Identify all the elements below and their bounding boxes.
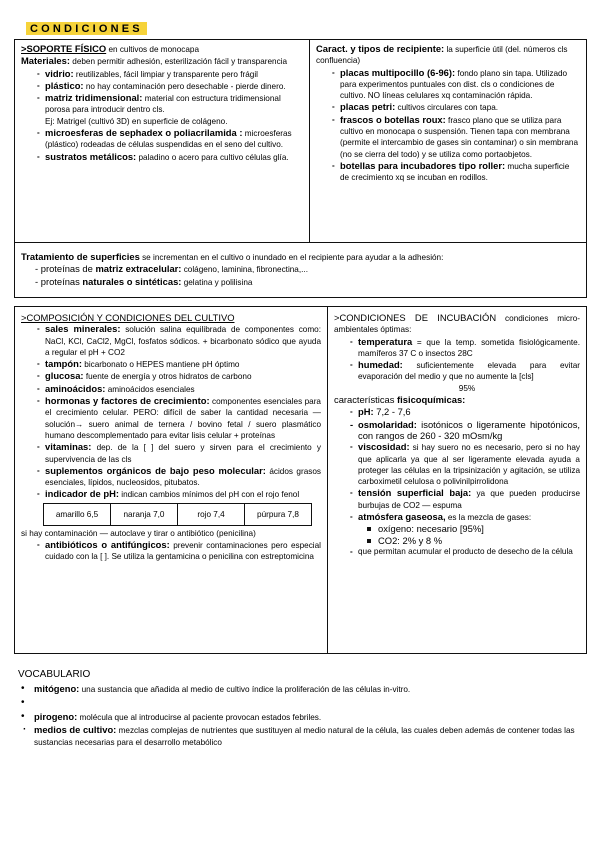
ph-item: - pH: 7,2 - 7,6 [334, 406, 580, 418]
hormonas-item: - hormonas y factores de crecimiento: componentes esenciales para el crecimiento celular. PERO: difícil de saber la cantidad necesaria — solución→ suero animal de ternera / bovino fetal / suero plasmático humano descomplementado para evitar lisis celular + proteínas [21, 395, 321, 441]
tratamiento-heading: Tratamiento de superficies [21, 251, 140, 262]
microesferas-item: - microesferas de sephadex o poliacrilamida : microesferas (plástico) rodeadas de células suspendidas en el seno del cultivo. [21, 127, 303, 151]
atmosfera-item: - atmósfera gaseosa, es la mezcla de gases: [334, 511, 580, 523]
mitogeno-item: • mitógeno: una sustancia que añadida al medio de cultivo índice la proliferación de las células in-vitro. [18, 682, 584, 697]
tratamiento-item-matriz: - proteínas de matriz extracelular: colágeno, laminina, fibronectina,... [35, 263, 308, 275]
vocabulario-heading: VOCABULARIO [18, 669, 91, 680]
indicador-ph-item: - indicador de pH: indican cambios mínimos del pH con el rojo fenol [21, 488, 321, 500]
fisicoquimicas-heading: características fisicoquímicas: [334, 394, 466, 406]
incubacion-heading-line: >CONDICIONES DE INCUBACIÓN condiciones micro-ambientales óptimas: [334, 312, 580, 335]
page-title: CONDICIONES [26, 22, 147, 35]
tampon-item: - tampón: bicarbonato o HEPES mantiene pH óptimo [21, 358, 321, 370]
contaminacion-note: si hay contaminación — autoclave y tirar o antibiótico (penicilina) [21, 528, 256, 538]
humedad-percent: 95% [458, 383, 476, 393]
materiales-line: Materiales: deben permitir adhesión, esterilización fácil y transparencia [21, 55, 288, 67]
botellas-roller-item: - botellas para incubadores tipo roller: mucha superficie de crecimiento xq se incuban en rodillos. [316, 160, 580, 184]
soporte-heading-line: >SOPORTE FÍSICO en cultivos de monocapa [21, 43, 200, 54]
medios-cultivo-item: · medios de cultivo: mezclas complejas de nutrientes que sustituyen al medio natural de la célula, las cuales deben además de contener todas las sustancias necesarias para el desarrollo metabólico [18, 724, 584, 748]
recipiente-box [309, 39, 587, 243]
matriz-item: - matriz tridimensional: material con estructura tridimensional porosa para introducir dentro cls. [21, 92, 303, 116]
desecho-item: - que permitan acumular el producto de desecho de la célula [334, 546, 580, 557]
ph-cell: púrpura 7,8 [245, 503, 312, 525]
recipiente-heading: Caract. y tipos de recipiente: [316, 43, 445, 54]
tension-item: - tensión superficial baja: ya que pueden producirse burbujas de CO2 — espuma [334, 487, 580, 511]
composicion-heading: >COMPOSICIÓN Y CONDICIONES DEL CULTIVO [21, 312, 235, 323]
suplementos-item: - suplementos orgánicos de bajo peso molecular: ácidos grasos esenciales, lípidos, nucleosidos, pitubatos. [21, 465, 321, 489]
glucosa-item: - glucosa: fuente de energía y otros hidratos de carbono [21, 370, 321, 382]
placas-multipocillo-item: - placas multipocillo (6-96): fondo plano sin tapa. Utilizado para experimentos puntuales con dist. cls o condiciones de cultivo. NO líneas celulares xq contaminación rápida. [316, 67, 580, 102]
frascos-item: - frascos o botellas roux: frasco plano que se utiliza para cultivo en monocapa o suspensión. Tienen tapa con membrana (permite el intercambio de gases sin contaminar) o sin membrana (no se cierra del todo) y se utiliza como portaobjetos. [316, 114, 580, 160]
sustratos-item: - sustratos metálicos: paladino o acero para cultivo células glía. [21, 151, 303, 163]
ph-cell: naranja 7,0 [111, 503, 178, 525]
co2-item: CO2: 2% y 8 % [334, 535, 580, 546]
antibioticos-item: - antibióticos o antifúngicos: prevenir contaminaciones pero especial cuidado con la [ ]. Se utiliza la gentamicina o penicilina con estreptomicina [21, 539, 321, 563]
matriz-example: Ej: Matrigel (cultivó 3D) en superficie de colágeno. [45, 116, 228, 126]
empty-bullet [18, 696, 584, 710]
vocabulario-section [18, 668, 584, 748]
plastico-item: - plástico: no hay contaminación pero desechable - pierde dinero. [21, 80, 303, 92]
osmolaridad-item: - osmolaridad: isotónicos o ligeramente hipotónicos, con rangos de 260 - 320 mOsm/kg [334, 419, 580, 442]
vitaminas-item: - vitaminas: dep. de la [ ] del suero y sirven para el crecimiento y supervivencia de las cls [21, 441, 321, 465]
placas-petri-item: - placas petri: cultivos circulares con tapa. [316, 101, 580, 113]
recipiente-heading-line: Caract. y tipos de recipiente: la superficie útil (del. números cls confluencia) [316, 43, 568, 66]
tratamiento-box [14, 242, 587, 298]
tratamiento-item-naturales: - proteínas naturales o sintéticas: gelatina y polilisina [35, 275, 253, 287]
ph-cell: rojo 7,4 [178, 503, 245, 525]
ph-color-table [43, 503, 312, 526]
humedad-item: - humedad: suficientemente elevada para evitar evaporación del medio y que no aumente la [cls] [334, 359, 580, 383]
aminoacidos-item: - aminoácidos: aminoácidos esenciales [21, 383, 321, 395]
composicion-box [14, 306, 328, 654]
oxigeno-item: oxígeno: necesario [95%] [334, 523, 580, 534]
vidrio-item: - vidrio: reutilizables, fácil limpiar y transparente pero frágil [21, 68, 303, 80]
temperatura-item: - temperatura = que la temp. sometida fisiológicamente. mamíferos 37 C o insectos 28C [334, 336, 580, 360]
incubacion-heading: >CONDICIONES DE INCUBACIÓN [334, 312, 497, 323]
pirogeno-item: • pirogeno: molécula que al introducirse al paciente provocan estados febriles. [18, 710, 584, 725]
viscosidad-item: - viscosidad: si hay suero no es necesario, pero si no hay que aplicarla ya que al ser ligeramente elevada ayuda a proteger las células en la tripsinización y agitación, se utiliza carboximetil celulosa o polivinilpirrolidona [334, 441, 580, 487]
soporte-fisico-box [14, 39, 310, 243]
ph-cell: amarillo 6,5 [44, 503, 111, 525]
incubacion-box [327, 306, 587, 654]
soporte-heading: >SOPORTE FÍSICO [21, 43, 107, 54]
tratamiento-heading-line: Tratamiento de superficies se incrementan en el cultivo o inundado en el recipiente para ayudar a la adhesión: [21, 251, 444, 262]
sales-item: - sales minerales: solución salina equilibrada de componentes como: NaCl, KCl, CaCl2, MgCl, fosfatos sódicos. + bicarbonato sódico que ayuda a regular el pH + CO2 [21, 323, 321, 358]
